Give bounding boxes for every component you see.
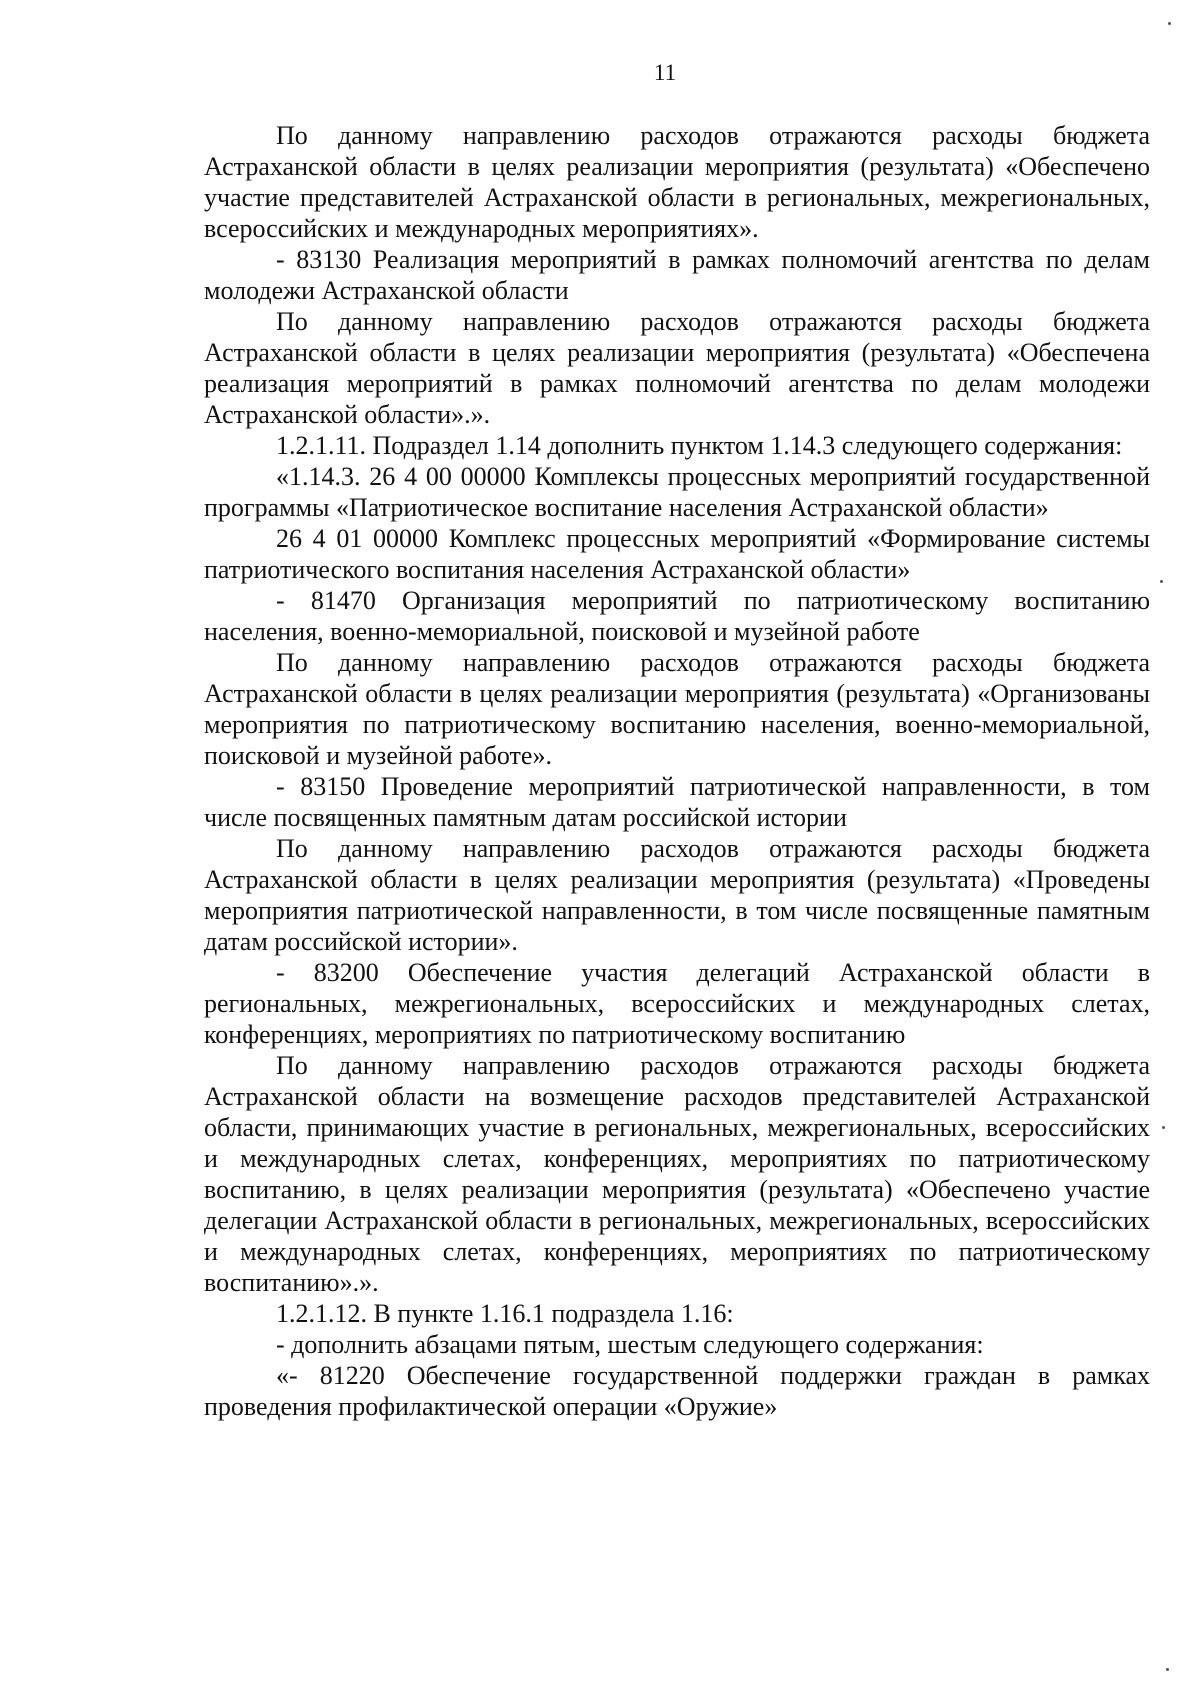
paragraph: По данному направлению расходов отражаются расходы бюджета Астраханской области на возмещение расходов представителей Астраханской области, принимающих участие в региональных, межрегиональных, всероссийских и международных слетах, конференциях, мероприятиях по патриотическому воспитанию, в целях реализации мероприятия (результата) «Обеспечено участие делегации Астраханской области в региональных, межрегиональных, всероссийских и международных слетах, конференциях, мероприятиях по патриотическому воспитанию».». bbox=[204, 1051, 1150, 1297]
paragraph: - дополнить абзацами пятым, шестым следующего содержания: bbox=[276, 1330, 984, 1359]
paragraph: 1.2.1.12. В пункте 1.16.1 подраздела 1.16: bbox=[276, 1299, 734, 1328]
paragraph: - 81470 Организация мероприятий по патриотическому воспитанию населения, военно-мемориальной, поисковой и музейной работе bbox=[204, 586, 1150, 646]
paragraph: - 83130 Реализация мероприятий в рамках полномочий агентства по делам молодежи Астраханской области bbox=[204, 245, 1150, 305]
paragraph: 1.2.1.11. Подраздел 1.14 дополнить пунктом 1.14.3 следующего содержания: bbox=[276, 431, 1123, 460]
paragraph: По данному направлению расходов отражаются расходы бюджета Астраханской области в целях реализации мероприятия (результата) «Проведены мероприятия патриотической направленности, в том числе посвященные памятным датам российской истории». bbox=[204, 834, 1150, 956]
scan-speck bbox=[1162, 1126, 1165, 1129]
page-number: 11 bbox=[653, 60, 677, 85]
paragraph: 26 4 01 00000 Комплекс процессных мероприятий «Формирование системы патриотического воспитания населения Астраханской области» bbox=[204, 524, 1150, 584]
paragraph: «1.14.3. 26 4 00 00000 Комплексы процессных мероприятий государственной программы «Патриотическое воспитание населения Астраханской области» bbox=[204, 462, 1150, 522]
scan-speck bbox=[1168, 22, 1171, 25]
scan-speck bbox=[1160, 580, 1163, 583]
paragraph: - 83200 Обеспечение участия делегаций Астраханской области в региональных, межрегиональных, всероссийских и международных слетах, конференциях, мероприятиях по патриотическому воспитанию bbox=[204, 958, 1150, 1049]
paragraph: По данному направлению расходов отражаются расходы бюджета Астраханской области в целях реализации мероприятия (результата) «Обеспечена реализация мероприятий в рамках полномочий агентства по делам молодежи Астраханской области».». bbox=[204, 307, 1150, 429]
paragraph: По данному направлению расходов отражаются расходы бюджета Астраханской области в целях реализации мероприятия (результата) «Обеспечено участие представителей Астраханской области в региональных, межрегиональных, всероссийских и международных мероприятиях». bbox=[204, 121, 1150, 243]
paragraph: По данному направлению расходов отражаются расходы бюджета Астраханской области в целях реализации мероприятия (результата) «Организованы мероприятия по патриотическому воспитанию населения, военно-мемориальной, поисковой и музейной работе». bbox=[204, 648, 1150, 770]
document-body bbox=[204, 120, 1150, 1422]
scan-speck bbox=[1166, 1668, 1169, 1671]
paragraph: «- 81220 Обеспечение государственной поддержки граждан в рамках проведения профилактической операции «Оружие» bbox=[204, 1361, 1150, 1421]
paragraph: - 83150 Проведение мероприятий патриотической направленности, в том числе посвященных памятным датам российской истории bbox=[204, 772, 1150, 832]
